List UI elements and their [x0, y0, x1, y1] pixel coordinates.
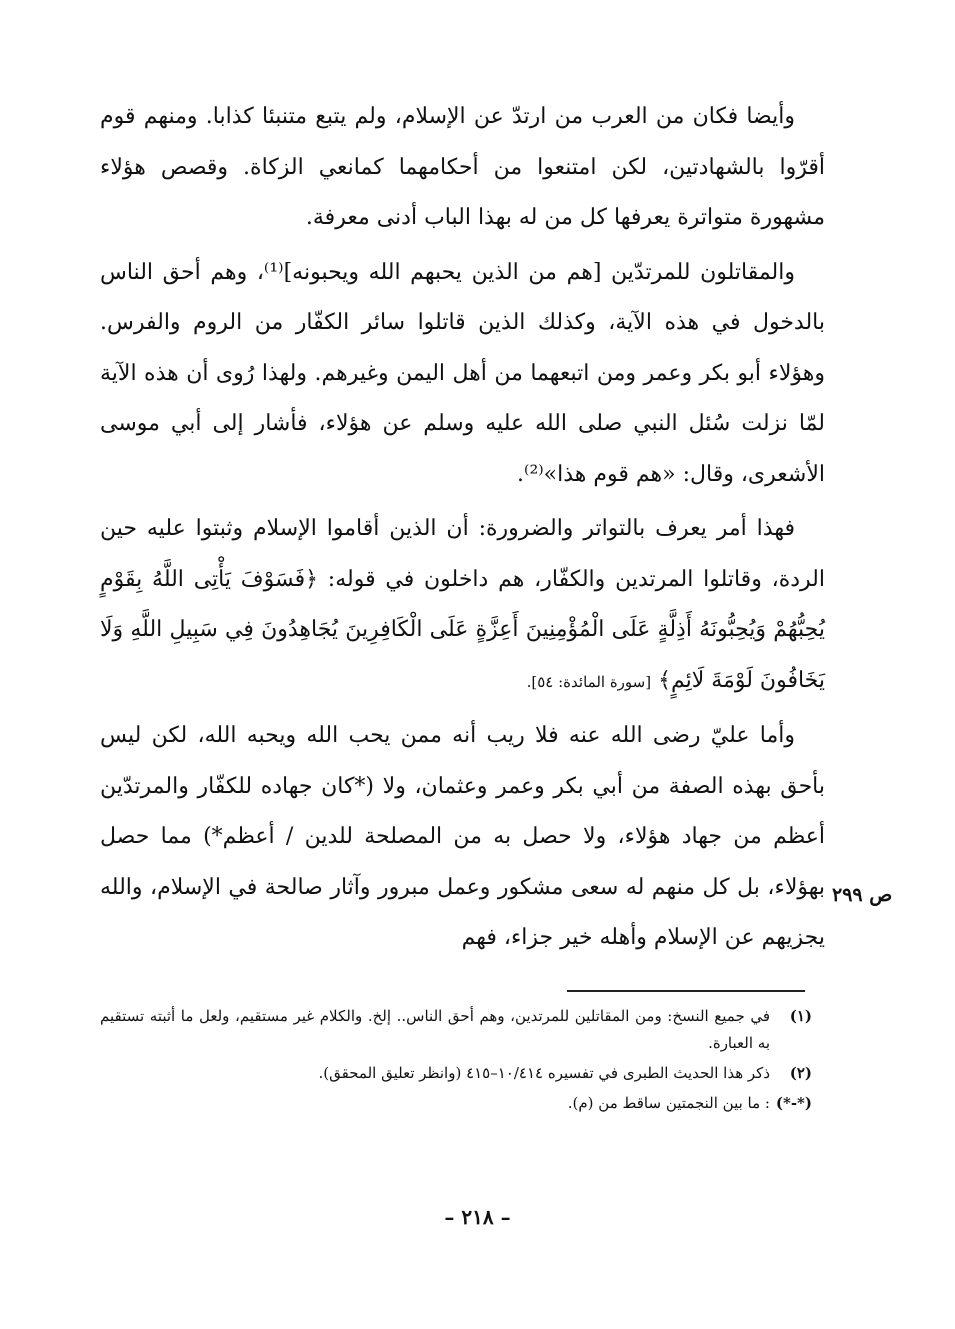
paragraph-4: وأما عليّ رضى الله عنه فلا ريب أنه ممن يحب الله ويحبه الله، لكن ليس بأحق بهذه الصفة من أبي بكر وعمر وعثمان، ولا (*كان جهاده للكفّار والمرتدّين أعظم من جهاد هؤلاء، ولا حصل به من المصلحة للدين / أعظم*) مما حصل بهؤلاء، بل كل منهم له سعى مشكور وعمل مبرور وآثار صالحة في الإسلام، والله يجزيهم عن الإسلام وأهله خير جزاء، فهم — [100, 723, 825, 950]
footnote-3 — [100, 1090, 812, 1117]
footnote-number: (٢) — [789, 1064, 812, 1082]
quran-verse: ﴿فَسَوْفَ يَأْتِى اللَّهُ بِقَوْمٍ يُحِبُّهُمْ وَيُحِبُّونَهُ أَذِلَّةٍ عَلَى الْمُؤْمِنِينَ أَعِزَّةٍ عَلَى الْكَافِرِينَ يُجَاهِدُونَ فِي سَبِيلِ اللَّهِ وَلَا يَخَافُونَ لَوْمَةَ لَائِمٍ﴾ — [100, 566, 825, 693]
footnote-1 — [100, 1003, 812, 1057]
margin-page-reference: ص ٢٩٩ — [832, 884, 893, 906]
footnote-2 — [100, 1060, 812, 1087]
paragraph-3 — [100, 504, 825, 707]
main-text — [100, 92, 825, 968]
footnote-text: : ما بين النجمتين ساقط من (م). — [567, 1094, 770, 1112]
quran-reference: [سورة المائدة: ٥٤]. — [526, 672, 652, 691]
footnote-divider — [567, 990, 805, 992]
paragraph-3-text: فهذا أمر يعرف بالتواتر والضرورة: أن الذين أقاموا الإسلام وثبتوا عليه حين الردة، وقاتلوا المرتدين والكفّار، هم داخلون في قوله: — [100, 516, 825, 592]
footnote-number: (١) — [789, 1007, 812, 1025]
footnote-text: ذكر هذا الحديث الطبرى في تفسيره ١٠/٤١٤–٤١٥ (وانظر تعليق المحقق). — [318, 1064, 770, 1082]
footnotes — [100, 1003, 812, 1120]
page-number: – ٢١٨ – — [444, 1205, 511, 1229]
footnote-number: (*-*) — [775, 1094, 812, 1112]
paragraph-2: والمقاتلون للمرتدّين [هم من الذين يحبهم الله ويحبونه]⁽¹⁾، وهم أحق الناس بالدخول في هذه الآية، وكذلك الذين قاتلوا سائر الكفّار من الروم والفرس. وهؤلاء أبو بكر وعمر ومن اتبعهما من أهل اليمن وغيرهم. ولهذا رُوى أن هذه الآية لمّا نزلت سُئل النبي صلى الله عليه وسلم عن هؤلاء، فأشار إلى أبي موسى الأشعرى، وقال: «هم قوم هذا»⁽²⁾. — [100, 259, 825, 487]
paragraph-1: وأيضا فكان من العرب من ارتدّ عن الإسلام، ولم يتبع متنبئا كذابا. ومنهم قوم أقرّوا بالشهادتين، لكن امتنعوا من أحكامهما كمانعي الزكاة. وقصص هؤلاء مشهورة متواترة يعرفها كل من له بهذا الباب أدنى معرفة. — [100, 104, 825, 230]
footnote-text: في جميع النسخ: ومن المقاتلين للمرتدين، وهم أحق الناس.. إلخ. والكلام غير مستقيم، ولعل ما أثبته تستقيم به العبارة. — [100, 1007, 770, 1052]
